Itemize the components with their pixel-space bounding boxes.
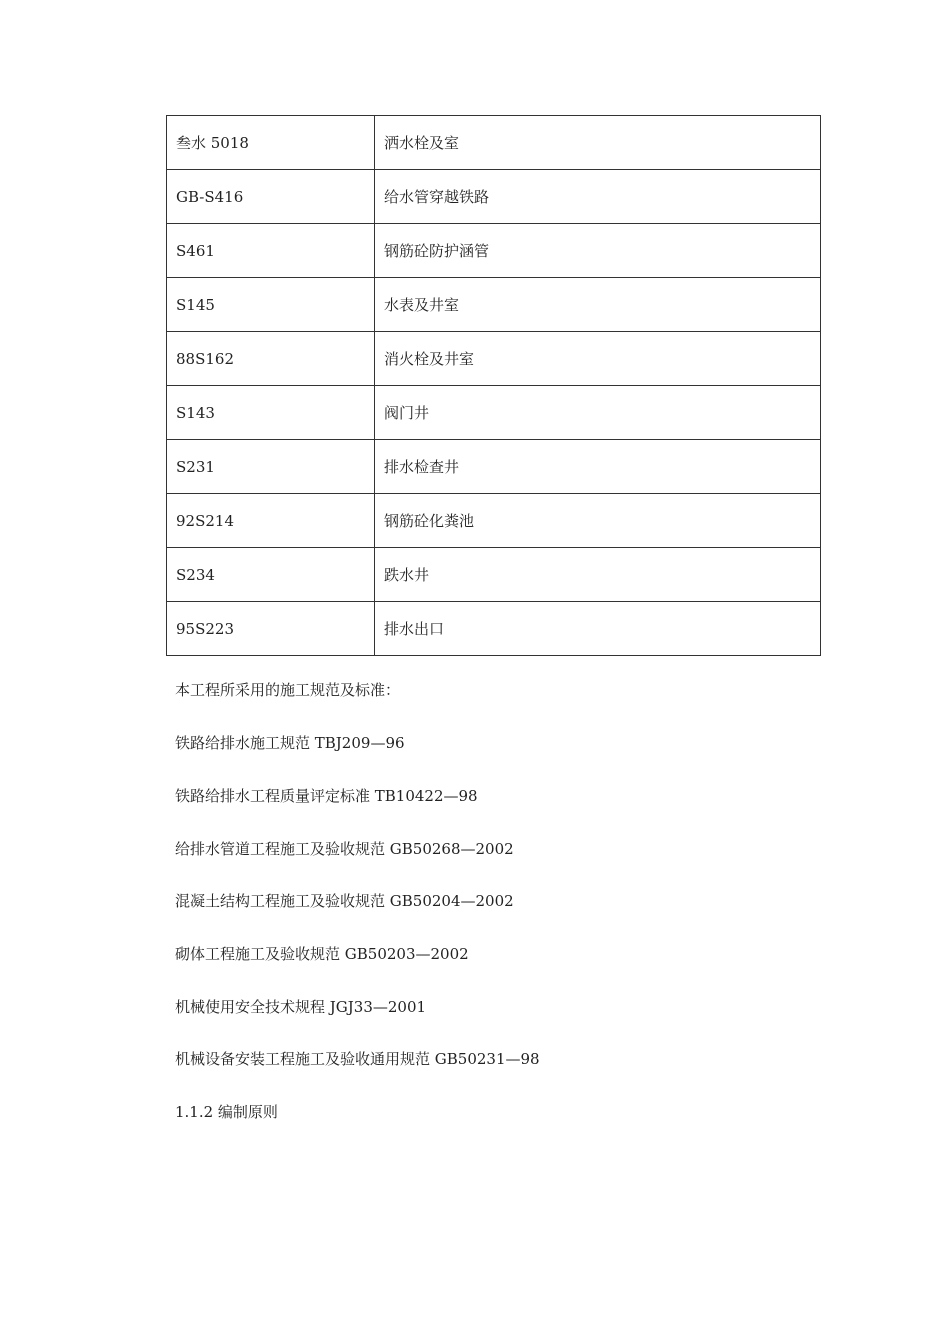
section-heading: 1.1.2 编制原则 [175, 1103, 278, 1121]
drawing-code-cell: S145 [167, 278, 375, 332]
standard-item: 砌体工程施工及验收规范 GB50203—2002 [175, 945, 469, 963]
drawing-name-cell: 洒水栓及室 [375, 116, 821, 170]
table-row [167, 602, 821, 656]
drawing-code-cell: S231 [167, 440, 375, 494]
drawing-name-cell: 排水出口 [375, 602, 821, 656]
standards-drawing-table [166, 115, 821, 656]
standard-item: 铁路给排水工程质量评定标准 TB10422—98 [175, 787, 478, 805]
table-row [167, 548, 821, 602]
drawing-name-cell: 消火栓及井室 [375, 332, 821, 386]
drawing-name-cell: 钢筋砼防护涵管 [375, 224, 821, 278]
drawing-code-cell: 92S214 [167, 494, 375, 548]
drawing-name-cell: 阀门井 [375, 386, 821, 440]
drawing-code-cell: S461 [167, 224, 375, 278]
standard-item: 机械设备安装工程施工及验收通用规范 GB50231—98 [175, 1050, 540, 1068]
table-row [167, 278, 821, 332]
drawing-name-cell: 钢筋砼化粪池 [375, 494, 821, 548]
drawing-code-cell: S143 [167, 386, 375, 440]
drawing-name-cell: 排水检查井 [375, 440, 821, 494]
table-row [167, 116, 821, 170]
table-row [167, 332, 821, 386]
drawing-name-cell: 给水管穿越铁路 [375, 170, 821, 224]
drawing-code-cell: S234 [167, 548, 375, 602]
standard-item: 机械使用安全技术规程 JGJ33—2001 [175, 998, 427, 1016]
drawing-name-cell: 跌水井 [375, 548, 821, 602]
drawing-code-cell: 88S162 [167, 332, 375, 386]
table-row [167, 170, 821, 224]
drawing-code-cell: 叁水 5018 [167, 116, 375, 170]
standards-intro: 本工程所采用的施工规范及标准： [175, 681, 401, 699]
drawing-code-cell: 95S223 [167, 602, 375, 656]
table-row [167, 386, 821, 440]
standard-item: 给排水管道工程施工及验收规范 GB50268—2002 [175, 840, 514, 858]
drawing-code-cell: GB-S416 [167, 170, 375, 224]
drawing-name-cell: 水表及井室 [375, 278, 821, 332]
table-row [167, 440, 821, 494]
table-row [167, 494, 821, 548]
standard-item: 混凝土结构工程施工及验收规范 GB50204—2002 [175, 892, 514, 910]
standard-item: 铁路给排水施工规范 TBJ209—96 [175, 734, 405, 752]
table-row [167, 224, 821, 278]
